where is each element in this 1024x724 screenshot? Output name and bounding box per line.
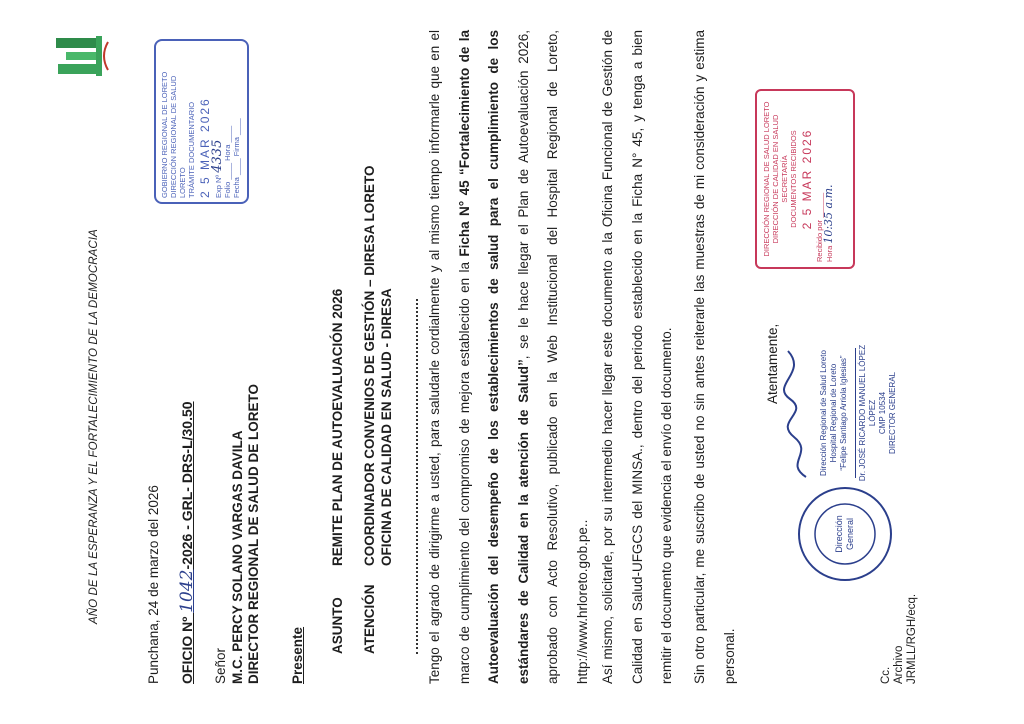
blue-stamp-fecha-label: Fecha xyxy=(232,177,241,198)
svg-text:Dirección: Dirección xyxy=(834,515,844,553)
body-paragraph-2: Así mismo, solicitarle, por su intermedio hacer llegar este documento a la Oficina Funcional de Gestión de Calidad en Salud-UFGCS del MINSA., dentro del periodo establecido en la Ficha N° 45, y tenga a bien remitir el documento que evidencia el envío del documento. xyxy=(600,30,674,684)
red-stamp-line-4: DOCUMENTOS RECIBIDOS xyxy=(789,130,798,228)
oficio-number xyxy=(177,401,197,684)
blue-stamp-hora-label: Hora xyxy=(223,144,232,161)
paragraph-1-text-a: Tengo el agrado de dirigirme a usted, para saludarle cordialmente y al mismo tiempo informarle que en el marco de cumplimiento del compromiso de mejora establecido en la xyxy=(427,30,472,684)
atencion-line-1: COORDINADOR CONVENIOS DE GESTIÓN – DIRESA LORETO xyxy=(362,165,377,566)
red-stamp-line-1: DIRECCIÓN REGIONAL DE SALUD LORETO xyxy=(762,101,771,257)
signature-line-4: Dr. JOSÉ RICARDO MANUEL LÓPEZ LÓPEZ xyxy=(858,344,877,482)
presente-label: Presente xyxy=(290,626,305,684)
red-stamp-line-3: SECRETARÍA xyxy=(780,155,789,203)
body-paragraph-1 xyxy=(420,30,597,684)
cc-block: Cc. Archivo JRMLL/RGH/ecq. xyxy=(880,593,918,684)
blue-stamp-line-1: GOBIERNO REGIONAL DE LORETO xyxy=(160,71,169,198)
paragraph-1-text-b: , se le hace llegar el Plan de Autoevaluación 2026, aprobado con Acto Resolutivo, publicado en la Web Institucional del Hospital Regional de Loreto, http://www.hrloreto.gob.pe.. xyxy=(515,29,590,684)
signature-line-6: DIRECTOR GENERAL xyxy=(888,371,897,455)
oficio-suffix: -2026 - GRL- DRS-L/30.50 xyxy=(179,401,195,570)
reception-stamp-blue: GOBIERNO REGIONAL DE LORETO DIRECCIÓN REGIONAL DE SALUD LORETO TRÁMITE DOCUMENTARIO 2 5 MAR 2026 Exp Nº 4335 Folio ____ Hora ____ Fecha ____ Firma ____ xyxy=(154,39,249,204)
recipient-position: DIRECTOR REGIONAL DE SALUD DE LORETO xyxy=(246,383,261,684)
blue-stamp-line-3: TRÁMITE DOCUMENTARIO xyxy=(187,101,196,198)
blue-stamp-firma-label: Firma xyxy=(232,137,241,157)
red-stamp-recibido-label: Recibido por xyxy=(815,219,824,262)
signature-line-2: Hospital Regional de Loreto xyxy=(829,363,838,463)
separator-line xyxy=(412,299,418,654)
asunto-label: ASUNTO xyxy=(330,597,345,654)
round-seal-stamp xyxy=(795,484,895,584)
salutation-title: Señor xyxy=(213,647,228,684)
blue-stamp-date: 2 5 MAR 2026 xyxy=(198,97,212,198)
svg-text:General: General xyxy=(845,517,855,551)
asunto-value: REMITE PLAN DE AUTOEVALUACIÓN 2026 xyxy=(330,288,345,566)
body-paragraph-3: Sin otro particular, me suscribo de usted no sin antes reiterarle las muestras de mi consideración y estima personal. xyxy=(692,30,737,684)
place-date: Punchana, 24 de marzo del 2026 xyxy=(146,485,161,684)
closing: Atentamente, xyxy=(765,323,780,404)
handwritten-signature xyxy=(780,343,816,483)
red-stamp-line-2: DIRECCIÓN DE CALIDAD EN SALUD xyxy=(771,114,780,244)
reception-stamp-red: DIRECCIÓN REGIONAL DE SALUD LORETO DIRECCIÓN DE CALIDAD EN SALUD SECRETARÍA DOCUMENTOS RECIBIDOS 2 5 MAR 2026 Recibido por ______ Hora 10:35 a.m. xyxy=(755,89,855,269)
recipient-name: M.C. PERCY SOLANO VARGAS DAVILA xyxy=(230,430,245,684)
red-stamp-hora-label: Hora xyxy=(825,245,834,262)
blue-stamp-exp-value: 4335 xyxy=(210,139,225,173)
signature-line-1: Dirección Regional de Salud Loreto xyxy=(819,350,828,476)
signature-line-5: CMP 10534 xyxy=(878,391,887,435)
paragraph-1-bold: Ficha N° 45 “Fortalecimiento de la Autoevaluación del desempeño de los establecimientos de salud para el cumplimiento de los estándares de Calidad en la atención de Salud” xyxy=(456,30,531,684)
hospital-logo xyxy=(52,32,122,80)
blue-stamp-exp-label: Exp Nº xyxy=(214,174,223,198)
atencion-line-2: OFICINA DE CALIDAD EN SALUD - DIRESA xyxy=(379,288,394,566)
oficio-handwritten-number: 1042 xyxy=(177,569,197,613)
blue-stamp-folio-label: Folio xyxy=(223,181,232,198)
header-motto: AÑO DE LA ESPERANZA Y EL FORTALECIMIENTO DE LA DEMOCRACIA xyxy=(88,229,100,624)
signature-block xyxy=(780,338,900,488)
atencion-label: ATENCIÓN xyxy=(362,584,377,654)
blue-stamp-line-2: DIRECCIÓN REGIONAL DE SALUD LORETO xyxy=(169,75,187,198)
red-stamp-date: 2 5 MAR 2026 xyxy=(800,128,814,230)
red-stamp-hora-value: 10:35 a.m. xyxy=(822,184,835,244)
signature-line-3: “Felipe Santiago Arriola Iglesias” xyxy=(839,355,848,471)
oficio-prefix: OFICIO Nº xyxy=(179,612,195,684)
